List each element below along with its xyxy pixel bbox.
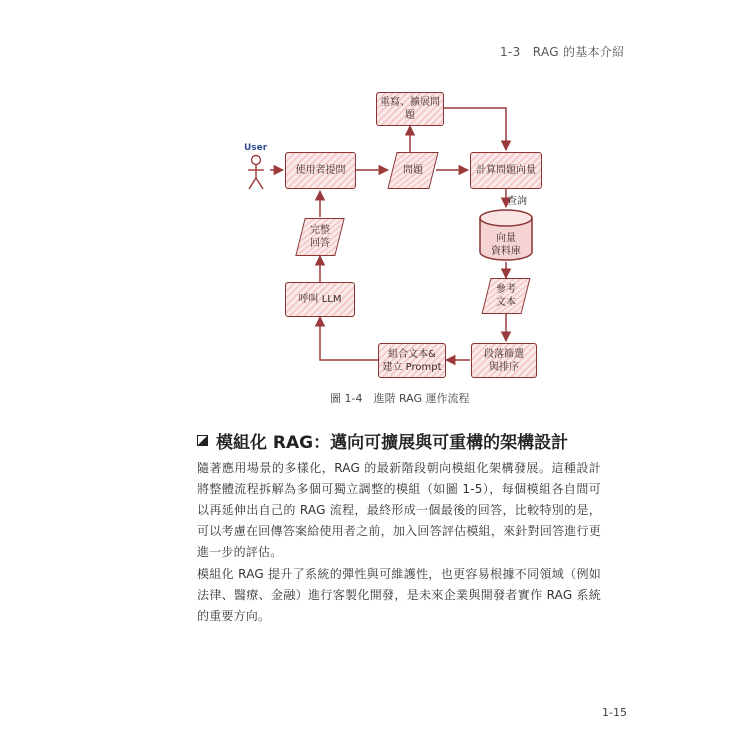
arrow-combine-to-llm [320,317,378,360]
section-title: 模組化 RAG：邁向可擴展與可重構的架構設計 [216,433,569,453]
running-header: 1-3 RAG 的基本介紹 [500,45,625,59]
node-user-question: 使用者提問 [285,152,356,189]
edge-label-query: 查詢 [507,196,527,207]
page-number: 1-15 [602,706,627,719]
user-stick-figure [248,156,264,190]
user-label: User [244,143,268,153]
node-vector-db-label: 向量 資料庫 [491,233,521,257]
node-call-llm: 呼叫 LLM [285,282,355,317]
arrow-rewrite-to-compute [444,108,506,150]
node-rewrite-question: 重寫、擴展問題 [376,92,444,126]
heading-marker-icon [197,435,208,446]
node-compute-vector: 計算問題向量 [470,152,542,189]
node-reference-text-label: 參考 文本 [496,284,516,308]
node-complete-answer-label: 完整 回答 [310,225,330,249]
node-question-label: 問題 [403,165,423,176]
paragraph-2: 模組化 RAG 提升了系統的彈性與可維護性，也更容易根據不同領域（例如法律、醫療、金融）進行客製化開發，是未來企業與開發者實作 RAG 系統的重要方向。 [197,567,601,623]
node-combine-prompt: 組合文本& 建立 Prompt [378,343,446,378]
node-filter-sort: 段落篩選 與排序 [471,343,537,378]
figure-caption: 圖 1-4 進階 RAG 運作流程 [330,392,470,405]
rag-flow-diagram [230,82,560,382]
paragraph-1: 隨著應用場景的多樣化，RAG 的最新階段朝向模組化架構發展。這種設計將整體流程拆解為多個可獨立調整的模組（如圖 1-5），每個模組各自間可以再延伸出自己的 RAG 流程，最終形成一個最後的回答，比較特別的是，可以考慮在回傳答案給使用者之前，加入回答評估模組，來針對回答進行更進一步的評估。 [197,461,601,559]
section-heading [197,428,568,453]
